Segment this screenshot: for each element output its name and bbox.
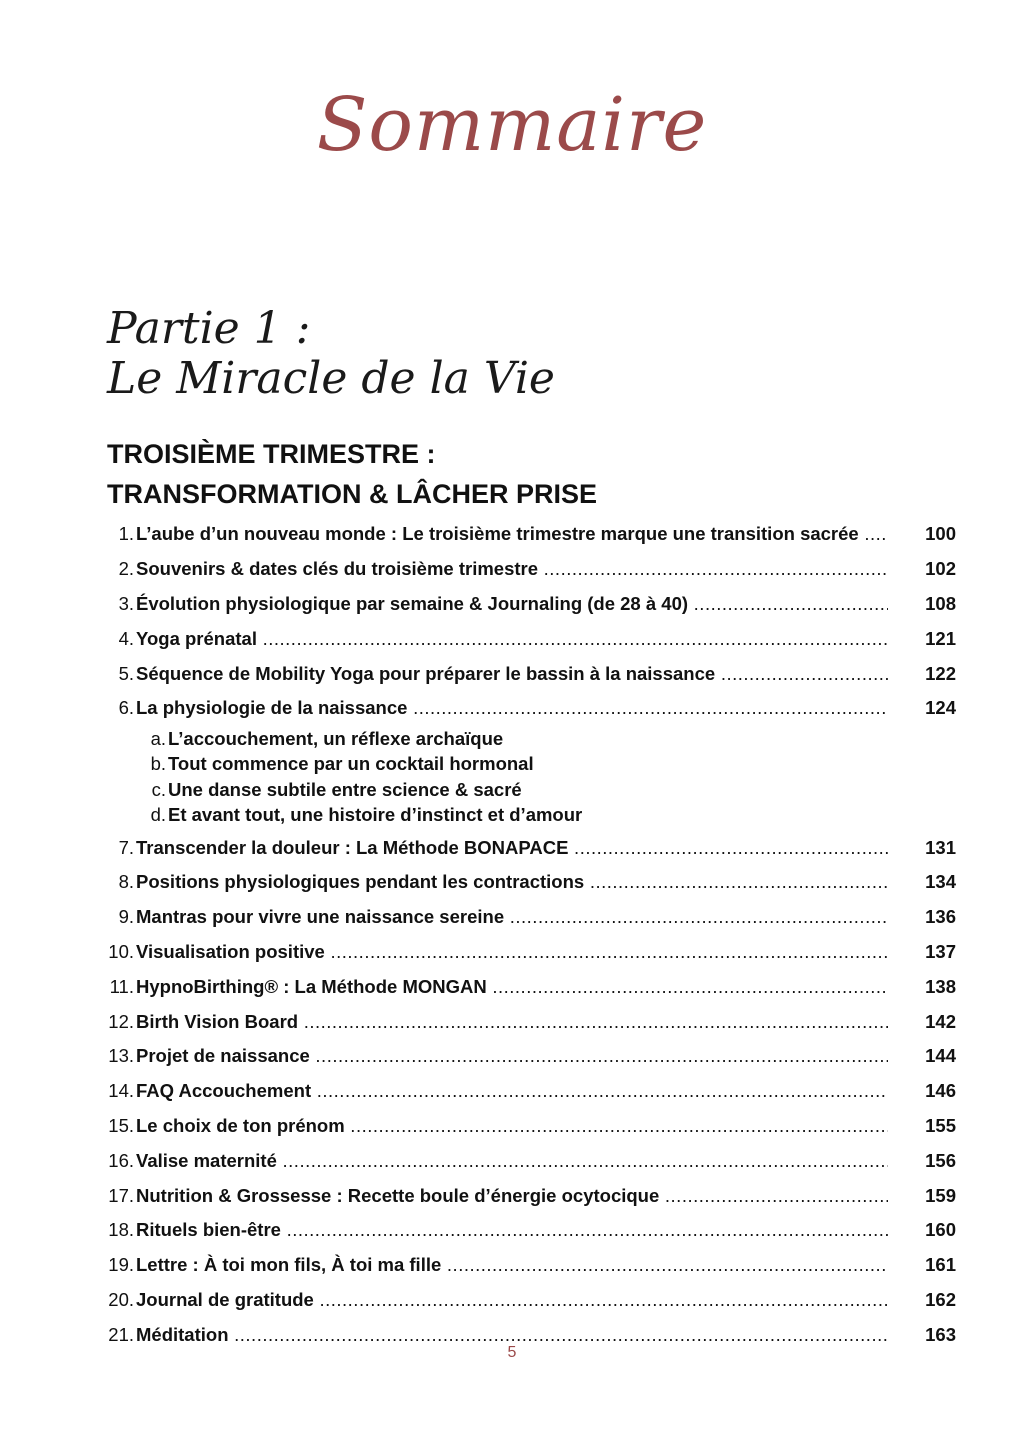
section-heading [107,434,597,514]
entry-label: Projet de naissance ..... [136,1045,888,1067]
entry-label: Séquence de Mobility Yoga pour préparer le bassin à la naissance ..... [136,663,888,685]
entry-label: HypnoBirthing® : La Méthode MONGAN ..... [136,976,888,998]
section-title-line2: TRANSFORMATION & LÂCHER PRISE [107,479,597,509]
table-of-contents [104,517,956,1352]
entry-page: 159 [925,1184,956,1206]
toc-subentry-c[interactable] [148,777,956,803]
toc-entry-18[interactable] [104,1213,956,1248]
entry-page: 131 [925,836,956,858]
page-number: 5 [507,1344,517,1361]
entry-number: 3. [118,592,134,614]
toc-entry-11[interactable] [104,969,956,1004]
section-title-line1: TROISIÈME TRIMESTRE : [107,439,436,469]
entry-label: Transcender la douleur : La Méthode BONAPACE ..... [136,837,888,859]
entry-number: 13. [108,1045,134,1067]
subentry-label: Et avant tout, une histoire d’instinct et d’amour [168,804,583,826]
subentry-label: Une danse subtile entre science & sacré [168,778,522,800]
entry-number: 4. [118,627,134,649]
entry-label: Journal de gratitude ..... [136,1289,888,1311]
subentry-letter: d. [150,804,166,826]
toc-entry-14[interactable] [104,1074,956,1109]
entry-label: Mantras pour vivre une naissance sereine ..... [136,906,888,928]
entry-number: 16. [108,1149,134,1171]
toc-entry-6[interactable] [104,691,956,726]
entry-page: 160 [925,1219,956,1241]
entry-number: 20. [108,1288,134,1310]
entry-number: 19. [108,1254,134,1276]
subentry-letter: c. [151,778,166,800]
part-heading [107,304,555,404]
entry-label: La physiologie de la naissance ..... [136,697,888,719]
toc-entry-16[interactable] [104,1143,956,1178]
subentry-label: L’accouchement, un réflexe archaïque [168,727,504,749]
toc-entry-10[interactable] [104,935,956,970]
part-number: Partie 1 : [107,303,311,354]
entry-page: 134 [925,871,956,893]
entry-page: 122 [925,662,956,684]
entry-label: Positions physiologiques pendant les contractions ..... [136,871,888,893]
subentry-letter: b. [150,753,166,775]
entry-label: Yoga prénatal ..... [136,628,888,650]
entry-page: 138 [925,975,956,997]
toc-entry-15[interactable] [104,1109,956,1144]
entry-page: 146 [925,1080,956,1102]
entry-number: 21. [108,1323,134,1345]
entry-number: 7. [118,836,134,858]
entry-label: Le choix de ton prénom ..... [136,1115,888,1137]
entry-page: 156 [925,1149,956,1171]
entry-label: FAQ Accouchement ..... [136,1080,888,1102]
toc-entry-17[interactable] [104,1178,956,1213]
entry-page: 121 [925,627,956,649]
toc-subentry-a[interactable] [148,726,956,752]
entry-label: Lettre : À toi mon fils, À toi ma fille ..... [136,1254,888,1276]
entry-page: 102 [925,558,956,580]
entry-page: 124 [925,697,956,719]
entry-page: 162 [925,1288,956,1310]
toc-entry-9[interactable] [104,900,956,935]
entry-number: 1. [118,523,134,545]
toc-entry-8[interactable] [104,865,956,900]
toc-entry-12[interactable] [104,1004,956,1039]
entry-number: 6. [118,697,134,719]
entry-number: 14. [108,1080,134,1102]
entry-label: Évolution physiologique par semaine & Journaling (de 28 à 40) ..... [136,593,888,615]
toc-entry-3[interactable] [104,587,956,622]
part-title: Le Miracle de la Vie [107,353,555,404]
entry-label: Méditation ..... [136,1324,888,1346]
entry-page: 108 [925,592,956,614]
entry-page: 155 [925,1114,956,1136]
entry-label: Visualisation positive ..... [136,941,888,963]
entry-page: 142 [925,1010,956,1032]
toc-entry-4[interactable] [104,621,956,656]
entry-label: Souvenirs & dates clés du troisième trimestre ..... [136,558,888,580]
entry-page: 144 [925,1045,956,1067]
subentry-letter: a. [150,727,166,749]
entry-label: Valise maternité ..... [136,1150,888,1172]
entry-number: 17. [108,1184,134,1206]
entry-number: 10. [108,940,134,962]
toc-subentry-b[interactable] [148,751,956,777]
toc-entry-13[interactable] [104,1039,956,1074]
entry-page: 161 [925,1254,956,1276]
entry-page: 163 [925,1323,956,1345]
toc-entry-20[interactable] [104,1283,956,1318]
entry-page: 137 [925,940,956,962]
entry-label: L’aube d’un nouveau monde : Le troisième trimestre marque une transition sacrée ..... [136,523,888,545]
toc-subentry-d[interactable] [148,803,956,829]
toc-entry-7[interactable] [104,830,956,865]
entry-number: 11. [109,975,134,997]
entry-number: 12. [108,1010,134,1032]
entry-label: Nutrition & Grossesse : Recette boule d’énergie ocytocique ..... [136,1185,888,1207]
toc-entry-2[interactable] [104,552,956,587]
entry-page: 136 [925,906,956,928]
entry-label: Birth Vision Board ..... [136,1011,888,1033]
toc-subentries [104,726,956,830]
toc-entry-5[interactable] [104,656,956,691]
entry-number: 15. [108,1114,134,1136]
toc-entry-1[interactable] [104,517,956,552]
page-title: Sommaire [316,82,708,168]
entry-page: 100 [925,523,956,545]
entry-number: 2. [118,558,134,580]
entry-number: 8. [118,871,134,893]
entry-number: 18. [108,1219,134,1241]
entry-number: 9. [118,906,134,928]
toc-entry-19[interactable] [104,1248,956,1283]
entry-label: Rituels bien-être ..... [136,1219,888,1241]
subentry-label: Tout commence par un cocktail hormonal [168,753,534,775]
entry-number: 5. [118,662,134,684]
